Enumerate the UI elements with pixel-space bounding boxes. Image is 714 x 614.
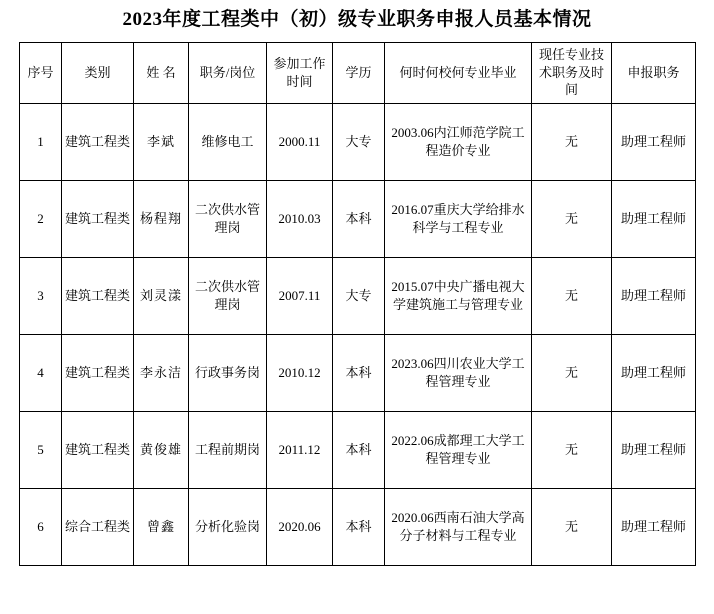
cell-position: 分析化验岗 (189, 488, 267, 565)
cell-apply-title: 助理工程师 (612, 488, 696, 565)
cell-education: 本科 (333, 488, 385, 565)
cell-index: 3 (20, 257, 62, 334)
cell-index: 6 (20, 488, 62, 565)
cell-graduation: 2020.06西南石油大学高分子材料与工程专业 (385, 488, 532, 565)
applicants-table (19, 42, 696, 566)
cell-position: 行政事务岗 (189, 334, 267, 411)
cell-education: 大专 (333, 103, 385, 180)
column-header-position: 职务/岗位 (189, 42, 267, 103)
table-row (20, 103, 696, 180)
cell-category: 综合工程类 (62, 488, 134, 565)
table-row (20, 180, 696, 257)
cell-education: 本科 (333, 334, 385, 411)
cell-current-title: 无 (532, 488, 612, 565)
table-body (20, 103, 696, 565)
table-row (20, 488, 696, 565)
cell-category: 建筑工程类 (62, 103, 134, 180)
cell-graduation: 2015.07中央广播电视大学建筑施工与管理专业 (385, 257, 532, 334)
cell-name: 曾鑫 (134, 488, 189, 565)
cell-apply-title: 助理工程师 (612, 180, 696, 257)
column-header-graduation: 何时何校何专业毕业 (385, 42, 532, 103)
cell-education: 大专 (333, 257, 385, 334)
cell-position: 二次供水管理岗 (189, 257, 267, 334)
table-container (0, 42, 714, 566)
table-row (20, 411, 696, 488)
cell-apply-title: 助理工程师 (612, 257, 696, 334)
cell-category: 建筑工程类 (62, 334, 134, 411)
cell-work-start: 2007.11 (267, 257, 333, 334)
cell-name: 刘灵漾 (134, 257, 189, 334)
cell-work-start: 2011.12 (267, 411, 333, 488)
cell-position: 维修电工 (189, 103, 267, 180)
cell-work-start: 2020.06 (267, 488, 333, 565)
column-header-apply-title: 申报职务 (612, 42, 696, 103)
cell-category: 建筑工程类 (62, 411, 134, 488)
cell-name: 黄俊雄 (134, 411, 189, 488)
cell-position: 工程前期岗 (189, 411, 267, 488)
cell-apply-title: 助理工程师 (612, 334, 696, 411)
cell-index: 2 (20, 180, 62, 257)
column-header-current-title: 现任专业技术职务及时间 (532, 42, 612, 103)
table-header-row (20, 42, 696, 103)
column-header-work-start: 参加工作时间 (267, 42, 333, 103)
cell-graduation: 2022.06成都理工大学工程管理专业 (385, 411, 532, 488)
cell-education: 本科 (333, 180, 385, 257)
column-header-index: 序号 (20, 42, 62, 103)
cell-index: 1 (20, 103, 62, 180)
table-row (20, 257, 696, 334)
column-header-category: 类别 (62, 42, 134, 103)
cell-work-start: 2000.11 (267, 103, 333, 180)
column-header-education: 学历 (333, 42, 385, 103)
cell-graduation: 2003.06内江师范学院工程造价专业 (385, 103, 532, 180)
cell-current-title: 无 (532, 411, 612, 488)
cell-apply-title: 助理工程师 (612, 103, 696, 180)
cell-current-title: 无 (532, 180, 612, 257)
cell-position: 二次供水管理岗 (189, 180, 267, 257)
cell-current-title: 无 (532, 257, 612, 334)
cell-name: 杨程翔 (134, 180, 189, 257)
cell-graduation: 2016.07重庆大学给排水科学与工程专业 (385, 180, 532, 257)
cell-work-start: 2010.03 (267, 180, 333, 257)
cell-apply-title: 助理工程师 (612, 411, 696, 488)
column-header-name: 姓 名 (134, 42, 189, 103)
cell-index: 4 (20, 334, 62, 411)
cell-current-title: 无 (532, 334, 612, 411)
cell-name: 李斌 (134, 103, 189, 180)
cell-education: 本科 (333, 411, 385, 488)
cell-current-title: 无 (532, 103, 612, 180)
page-title: 2023年度工程类中（初）级专业职务申报人员基本情况 (122, 9, 592, 30)
cell-graduation: 2023.06四川农业大学工程管理专业 (385, 334, 532, 411)
cell-work-start: 2010.12 (267, 334, 333, 411)
cell-category: 建筑工程类 (62, 180, 134, 257)
table-row (20, 334, 696, 411)
table-header (20, 42, 696, 103)
cell-index: 5 (20, 411, 62, 488)
cell-category: 建筑工程类 (62, 257, 134, 334)
cell-name: 李永洁 (134, 334, 189, 411)
